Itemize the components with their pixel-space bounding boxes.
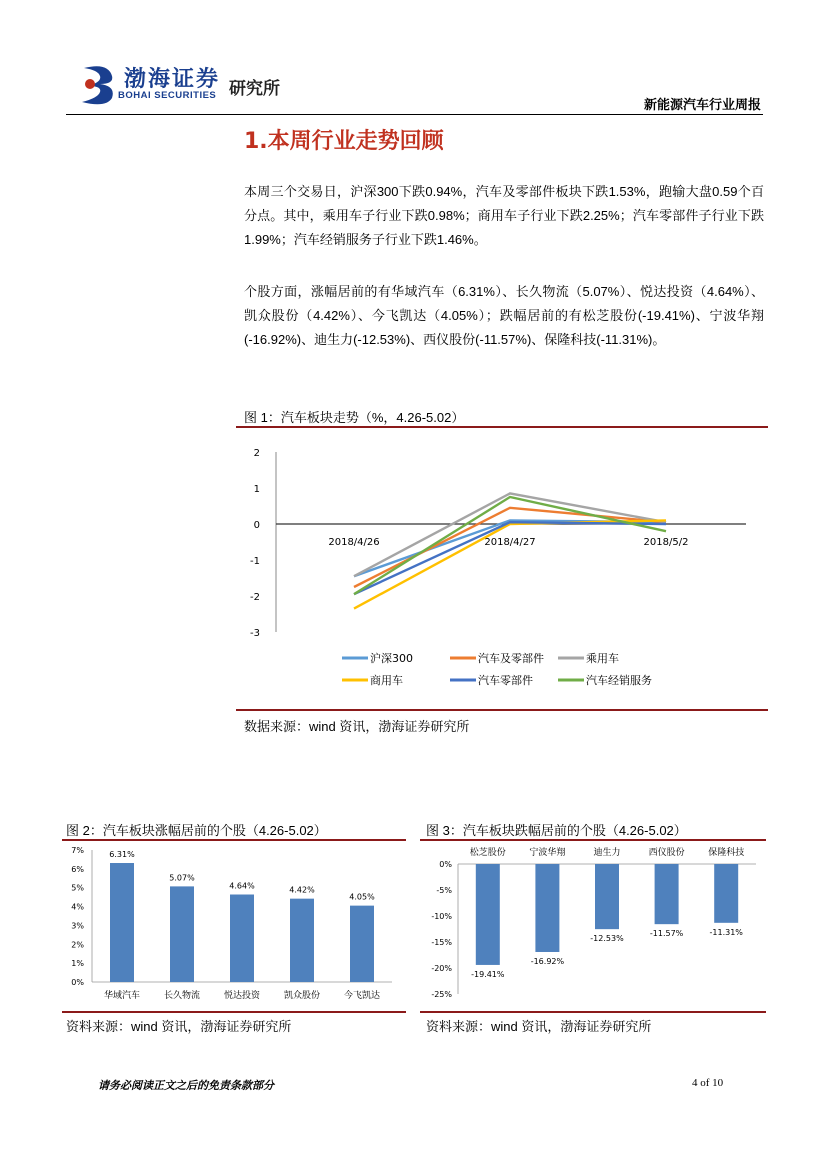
chart2-bar (350, 906, 374, 982)
chart3-bar (535, 864, 559, 952)
figure2-source: 资料来源：wind 资讯，渤海证券研究所 (66, 1019, 292, 1034)
chart2-category-label: 长久物流 (163, 991, 201, 1001)
chart2-category-label: 悦达投资 (223, 991, 261, 1001)
figure2-top-rule (62, 839, 406, 841)
logo-chinese-name: 渤海证券 (124, 66, 221, 92)
chart3-category-label: 宁波华翔 (529, 848, 566, 858)
figure3-top-rule (420, 839, 766, 841)
chart3-category-label: 保隆科技 (708, 848, 745, 858)
chart3-category-label: 西仪股份 (648, 848, 685, 858)
chart3-category-label: 迪生力 (593, 848, 621, 858)
chart1-legend-label: 汽车及零部件 (478, 652, 544, 665)
chart2-category-label: 凯众股份 (283, 991, 321, 1001)
chart2-bar (170, 886, 194, 982)
chart3-bar (595, 864, 619, 929)
figure2-caption: 图 2：汽车板块涨幅居前的个股（4.26-5.02） (66, 823, 327, 838)
figure3-caption: 图 3：汽车板块跌幅居前的个股（4.26-5.02） (426, 823, 687, 838)
chart2-bar (290, 899, 314, 982)
top-losers-bar-chart (420, 842, 766, 1008)
figure3-bottom-rule (420, 1011, 766, 1013)
chart3-ytick-label: -20% (431, 964, 452, 973)
chart2-data-label: 4.42% (289, 885, 315, 895)
chart1-xtick-label: 2018/4/27 (484, 537, 536, 548)
chart3-bar (476, 864, 500, 965)
chart3-category-label: 松芝股份 (469, 848, 506, 858)
chart3-ytick-label: -15% (431, 938, 452, 947)
chart1-ytick-label: 1 (253, 484, 260, 495)
chart1-legend-label: 商用车 (370, 674, 403, 687)
chart2-ytick-label: 4% (71, 902, 84, 912)
figure1-top-rule (236, 426, 768, 428)
chart3-data-label: -19.41% (471, 969, 505, 979)
chart1-xtick-label: 2018/4/26 (328, 537, 380, 548)
chart3-ytick-label: 0% (439, 860, 452, 869)
header-divider (66, 114, 763, 115)
chart2-ytick-label: 2% (71, 940, 84, 950)
chart1-ytick-label: 2 (253, 448, 260, 459)
chart2-ytick-label: 6% (71, 864, 84, 874)
chart3-data-label: -11.57% (649, 929, 684, 939)
chart2-data-label: 4.64% (229, 881, 255, 891)
report-title: 新能源汽车行业周报 (643, 98, 761, 113)
chart1-legend-label: 沪深300 (370, 652, 413, 665)
chart3-data-label: -12.53% (590, 934, 624, 944)
page-number: 4 of 10 (692, 1077, 724, 1089)
figure3-source: 资料来源：wind 资讯，渤海证券研究所 (426, 1019, 652, 1034)
chart3-bar (655, 864, 679, 924)
figure2-bottom-rule (62, 1011, 406, 1013)
chart3-ytick-label: -25% (431, 990, 452, 999)
chart2-data-label: 4.05% (349, 892, 375, 902)
chart2-category-label: 华域汽车 (103, 991, 141, 1001)
figure1-source: 数据来源：wind 资讯，渤海证券研究所 (244, 719, 470, 734)
section-title: 1.本周行业走势回顾 (244, 129, 444, 154)
chart3-data-label: -16.92% (530, 956, 565, 966)
chart1-legend-label: 乘用车 (586, 652, 619, 665)
figure1-bottom-rule (236, 709, 768, 711)
chart1-ytick-label: -1 (250, 556, 260, 567)
chart1-legend-label: 汽车零部件 (478, 674, 533, 687)
footer-disclaimer: 请务必阅读正文之后的免责条款部分 (98, 1079, 274, 1092)
chart2-ytick-label: 3% (71, 921, 84, 931)
chart2-data-label: 5.07% (169, 873, 195, 883)
paragraph-market-summary: 本周三个交易日，沪深300下跌0.94%，汽车及零部件板块下跌1.53%，跑输大盘0.59个百分点。其中，乘用车子行业下跌0.98%；商用车子行业下跌2.25%；汽车零部件子行业下跌1.99%；汽车经销服务子行业下跌1.46%。 (244, 184, 764, 247)
chart1-ytick-label: -3 (250, 628, 260, 639)
chart2-ytick-label: 7% (71, 846, 84, 855)
chart2-category-label: 今飞凯达 (343, 991, 381, 1001)
logo-institute-label: 研究所 (229, 79, 280, 99)
chart1-series-line (354, 520, 666, 576)
chart3-ytick-label: -5% (436, 886, 452, 895)
figure1-caption: 图 1：汽车板块走势（%，4.26-5.02） (244, 410, 465, 425)
chart1-xtick-label: 2018/5/2 (643, 537, 689, 548)
chart1-ytick-label: 0 (253, 520, 260, 531)
chart2-bar (110, 863, 134, 982)
chart3-ytick-label: -10% (431, 912, 452, 921)
top-gainers-bar-chart (62, 842, 406, 1008)
chart2-ytick-label: 0% (71, 978, 84, 987)
logo-english-name: BOHAI SECURITIES (118, 90, 217, 101)
chart1-ytick-label: -2 (250, 592, 260, 603)
chart3-data-label: -11.31% (709, 927, 743, 937)
paragraph-stock-summary: 个股方面，涨幅居前的有华域汽车（6.31%）、长久物流（5.07%）、悦达投资（4.64%）、凯众股份（4.42%）、今飞凯达（4.05%）；跌幅居前的有松芝股份(-19.41%)、宁波华翔(-16.92%)、迪生力(-12.53%)、西仪股份(-11.57%)、保隆科技(-11.31%)。 (244, 284, 764, 347)
chart2-ytick-label: 1% (71, 959, 84, 969)
chart2-data-label: 6.31% (109, 850, 135, 860)
chart2-ytick-label: 5% (71, 883, 84, 893)
chart3-bar (714, 864, 738, 923)
sector-trend-line-chart (236, 432, 768, 706)
chart1-legend-label: 汽车经销服务 (586, 674, 652, 687)
chart2-bar (230, 895, 254, 982)
bohai-logo-icon (78, 62, 122, 106)
